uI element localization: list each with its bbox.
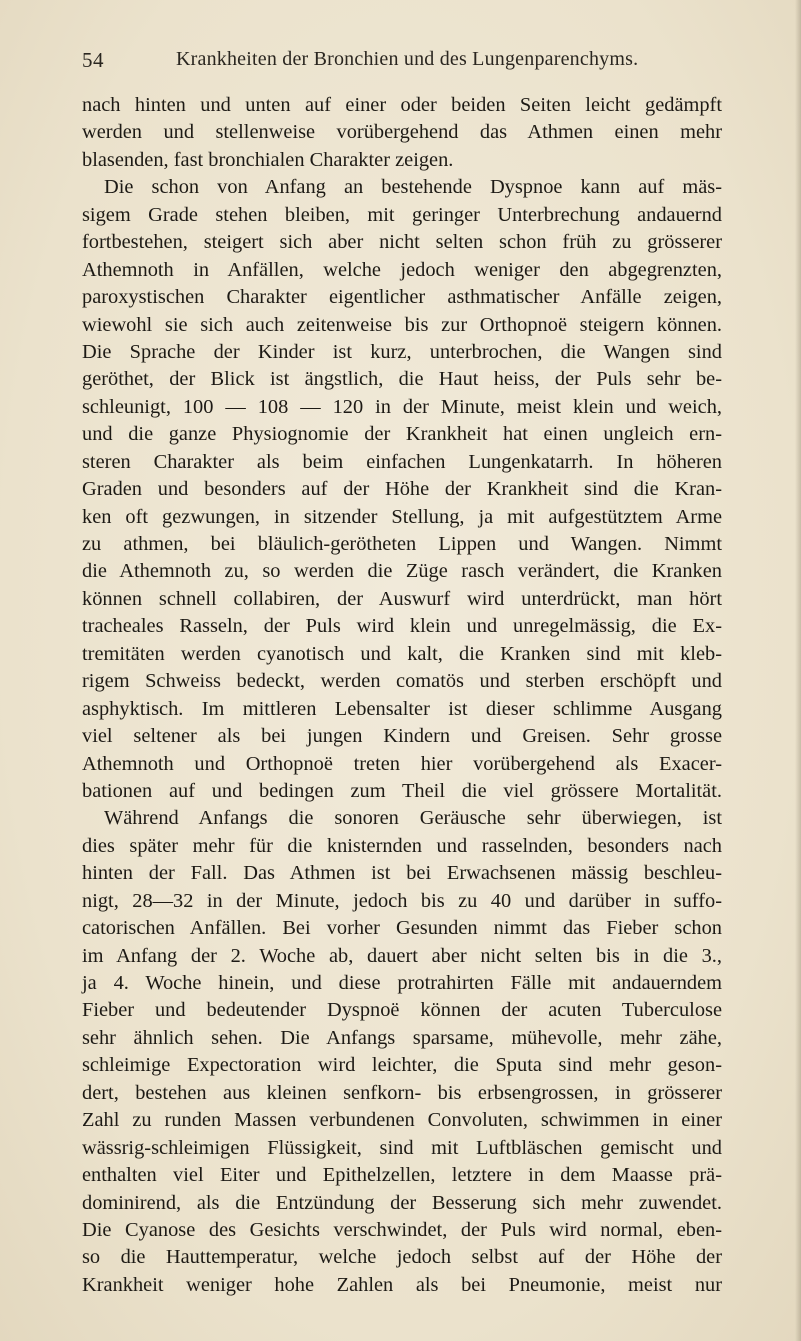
text-line: fortbestehen, steigert sich aber nicht selten schon früh zu grösserer (82, 231, 722, 254)
text-line: hinten der Fall. Das Athmen ist bei Erwachsenen mässig beschleu- (82, 862, 722, 885)
body-text (82, 92, 722, 1299)
text-line: blasenden, fast bronchialen Charakter zeigen. (82, 148, 454, 171)
text-line: wiewohl sie sich auch zeitenweise bis zur Orthopnoë steigern können. (82, 313, 722, 336)
text-line: tremitäten werden cyanotisch und kalt, die Kranken sind mit kleb- (82, 642, 722, 665)
text-line: und die ganze Physiognomie der Krankheit hat einen ungleich ern- (82, 423, 722, 446)
text-line: geröthet, der Blick ist ängstlich, die Haut heiss, der Puls sehr be- (82, 368, 722, 391)
text-line: ken oft gezwungen, in sitzender Stellung, ja mit aufgestütztem Arme (82, 505, 722, 528)
text-line: ja 4. Woche hinein, und diese protrahirten Fälle mit andauerndem (82, 972, 722, 994)
text-line: paroxystischen Charakter eigentlicher asthmatischer Anfälle zeigen, (82, 286, 722, 309)
running-title: Krankheiten der Bronchien und des Lungenparenchyms. (176, 48, 639, 70)
text-line: die Athemnoth zu, so werden die Züge rasch verändert, die Kranken (82, 560, 722, 583)
paragraph-start-line: Die schon von Anfang an bestehende Dyspnoe kann auf mäs- (104, 176, 722, 199)
text-line: sigem Grade stehen bleiben, mit geringer Unterbrechung andauernd (82, 203, 722, 226)
text-line: nigt, 28—32 in der Minute, jedoch bis zu 40 und darüber in suffo- (82, 889, 722, 912)
text-line: Zahl zu runden Massen verbundenen Convoluten, schwimmen in einer (82, 1109, 722, 1132)
text-line: werden und stellenweise vorübergehend das Athmen einen mehr (82, 121, 722, 144)
running-head (82, 44, 722, 78)
text-line: Graden und besonders auf der Höhe der Krankheit sind die Kran- (82, 478, 722, 501)
text-line: Athemnoth und Orthopnoë treten hier vorübergehend als Exacer- (82, 752, 722, 775)
text-line: können schnell collabiren, der Auswurf wird unterdrückt, man hört (82, 587, 722, 610)
text-line: dies später mehr für die knisternden und rasselnden, besonders nach (82, 834, 722, 857)
text-line: Die Sprache der Kinder ist kurz, unterbrochen, die Wangen sind (82, 340, 722, 363)
text-line: sehr ähnlich sehen. Die Anfangs sparsame, mühevolle, mehr zähe, (82, 1026, 722, 1049)
text-line: schleimige Expectoration wird leichter, die Sputa sind mehr geson- (82, 1054, 722, 1077)
text-line: tracheales Rasseln, der Puls wird klein und unregelmässig, die Ex- (82, 615, 722, 638)
text-line: catorischen Anfällen. Bei vorher Gesunden nimmt das Fieber schon (82, 917, 722, 940)
text-line: rigem Schweiss bedeckt, werden comatös und sterben erschöpft und (82, 670, 722, 693)
text-line: Athemnoth in Anfällen, welche jedoch weniger den abgegrenzten, (82, 258, 722, 281)
text-line: wässrig-schleimigen Flüssigkeit, sind mit Luftbläschen gemischt und (82, 1136, 722, 1159)
text-line: zu athmen, bei bläulich-gerötheten Lippen und Wangen. Nimmt (82, 533, 722, 555)
text-line: im Anfang der 2. Woche ab, dauert aber nicht selten bis in die 3., (82, 944, 722, 967)
page-number: 54 (82, 48, 104, 72)
text-line: dert, bestehen aus kleinen senfkorn- bis erbsengrossen, in grösserer (82, 1081, 722, 1104)
text-line: bationen auf und bedingen zum Theil die viel grössere Mortalität. (82, 779, 722, 802)
text-line: Fieber und bedeutender Dyspnoë können der acuten Tuberculose (82, 999, 722, 1022)
text-line: viel seltener als bei jungen Kindern und Greisen. Sehr grosse (82, 725, 722, 748)
text-line: schleunigt, 100 — 108 — 120 in der Minute, meist klein und weich, (82, 395, 722, 418)
text-line: nach hinten und unten auf einer oder beiden Seiten leicht gedämpft (82, 94, 722, 116)
text-line: steren Charakter als beim einfachen Lungenkatarrh. In höheren (82, 450, 722, 473)
text-line: Krankheit weniger hohe Zahlen als bei Pneumonie, meist nur (82, 1273, 722, 1296)
page-edge-shadow (795, 0, 801, 1341)
text-line: enthalten viel Eiter und Epithelzellen, letztere in dem Maasse prä- (82, 1164, 722, 1187)
text-line: dominirend, als die Entzündung der Besserung sich mehr zuwendet. (82, 1191, 722, 1214)
text-line: so die Hauttemperatur, welche jedoch selbst auf der Höhe der (82, 1246, 722, 1269)
paragraph-start-line: Während Anfangs die sonoren Geräusche sehr überwiegen, ist (104, 807, 722, 830)
text-line: asphyktisch. Im mittleren Lebensalter ist dieser schlimme Ausgang (82, 697, 722, 720)
text-line: Die Cyanose des Gesichts verschwindet, der Puls wird normal, eben- (82, 1218, 722, 1241)
